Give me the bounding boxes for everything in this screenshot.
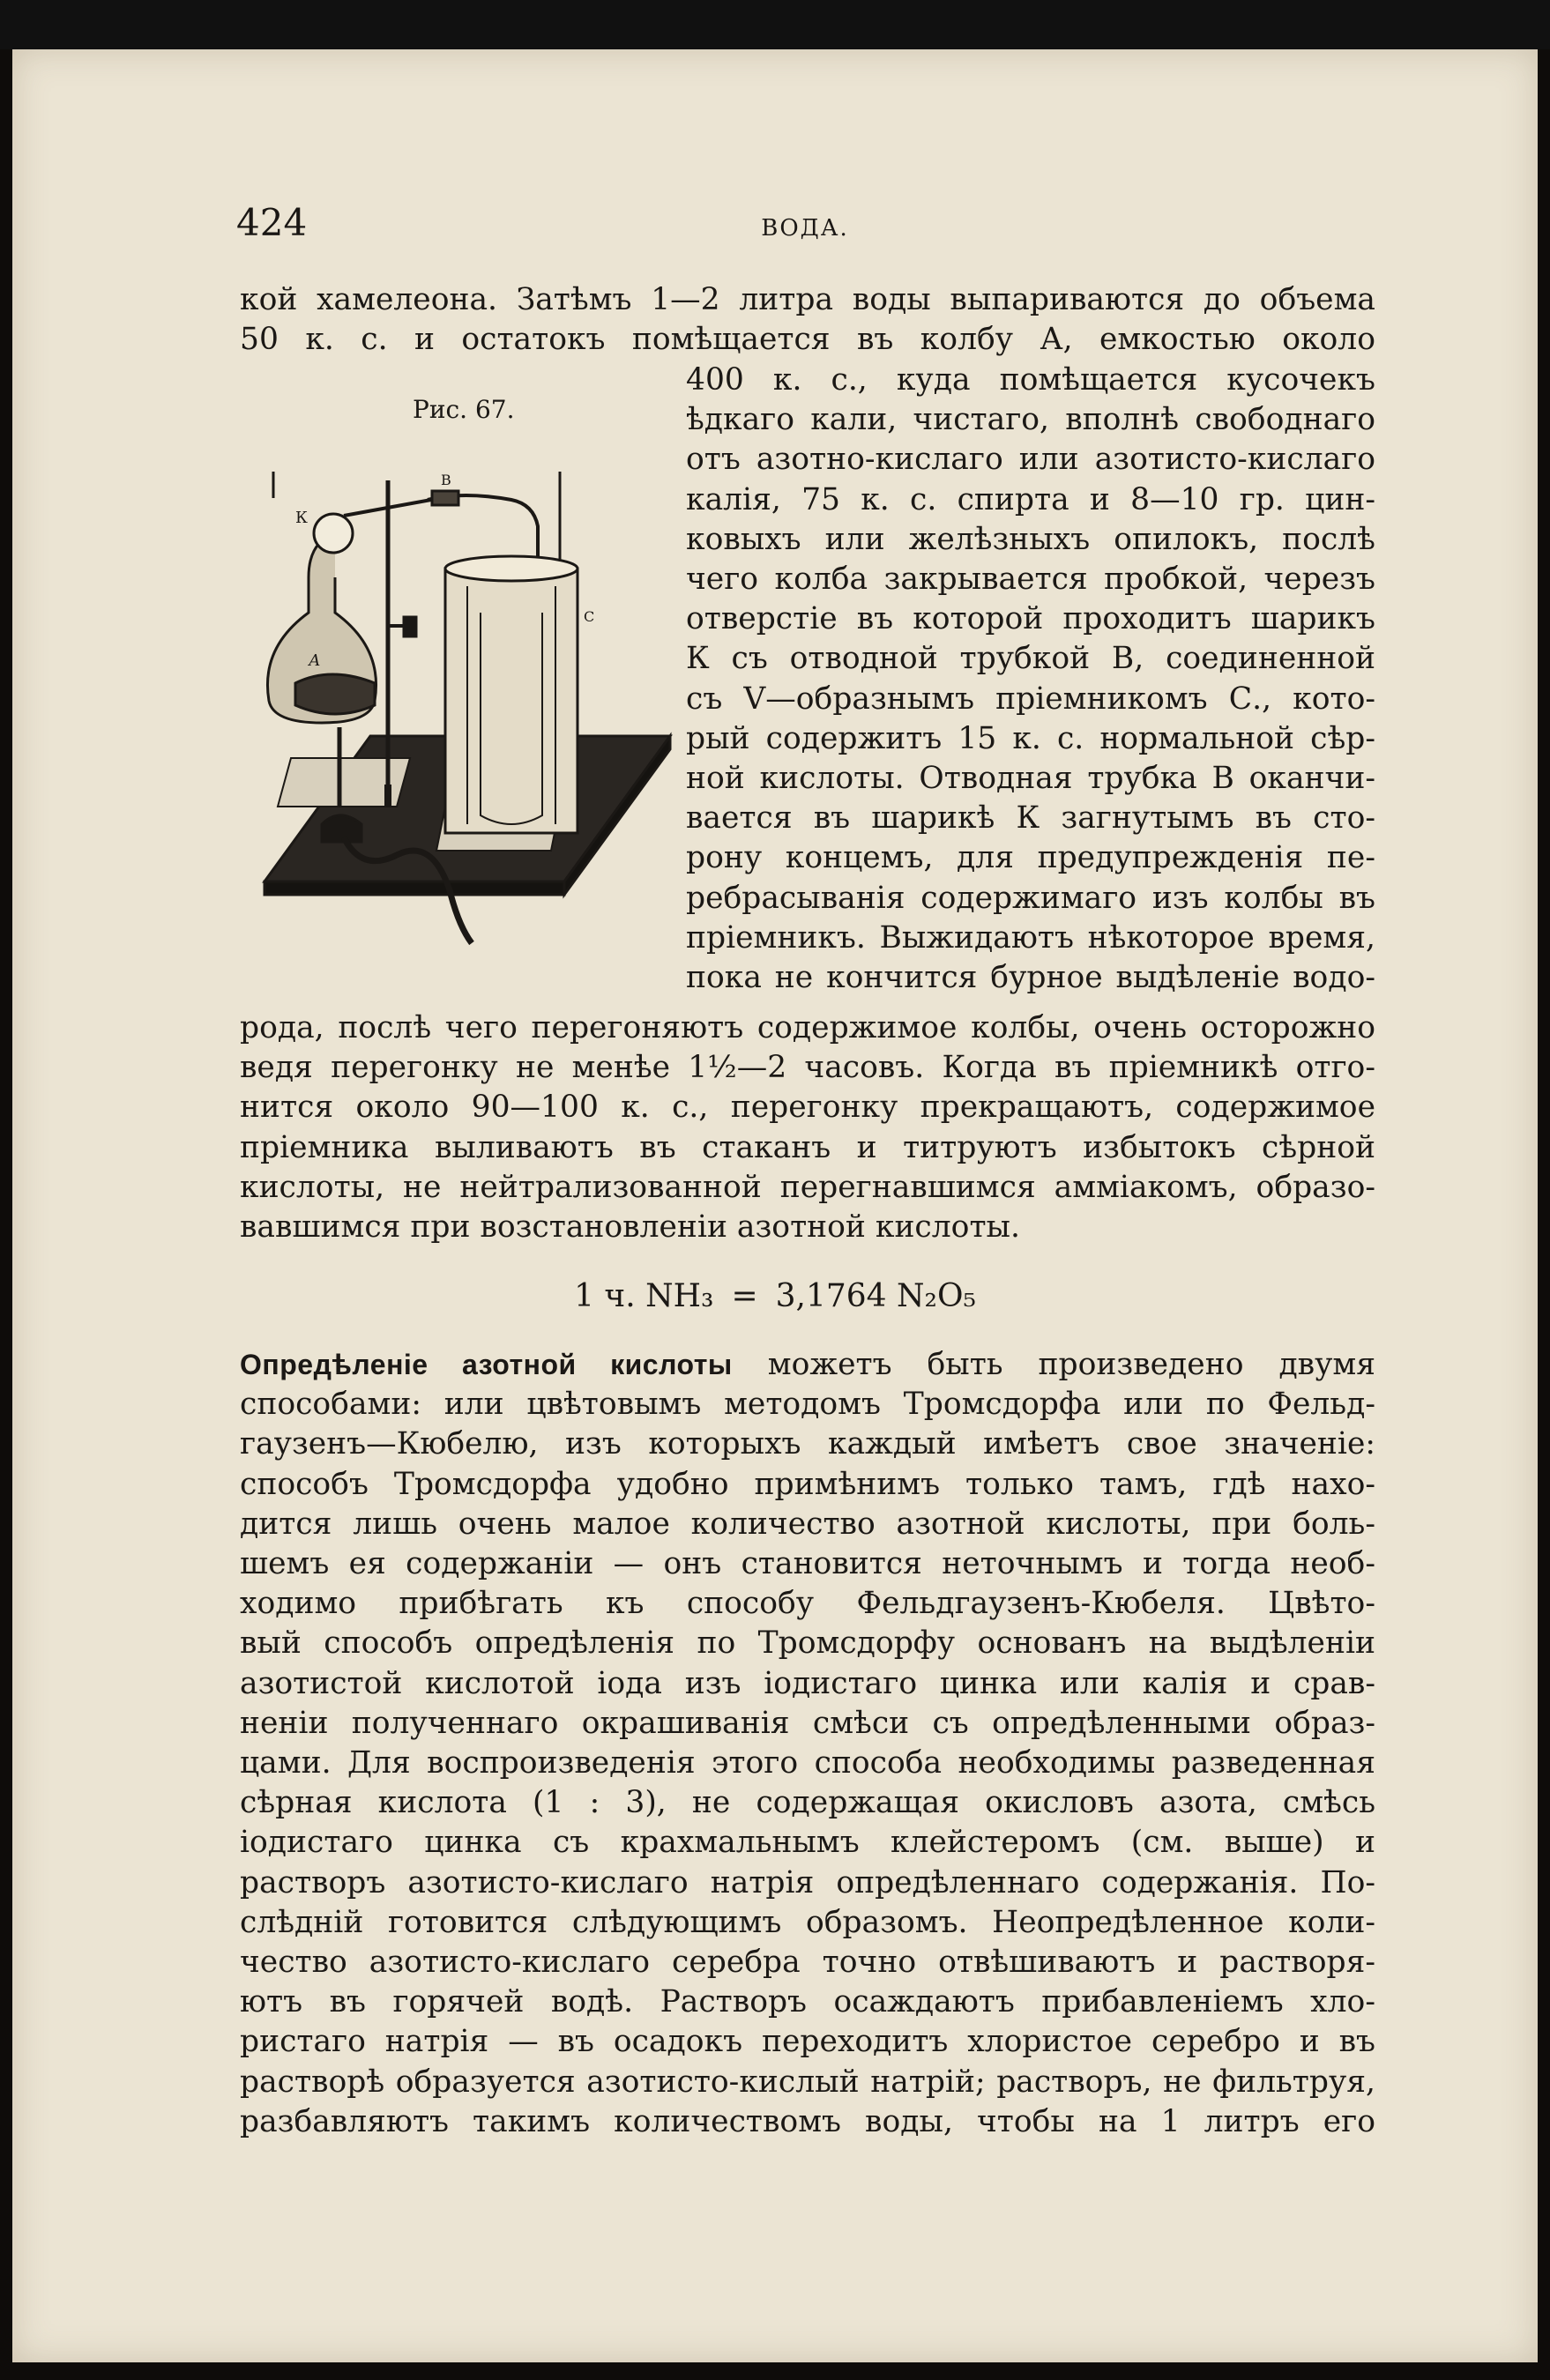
text-line: неніи полученнаго окрашиванія смѣси съ опредѣленными образ-	[240, 1705, 1375, 1741]
paragraph-top	[240, 280, 1375, 360]
text-line: іодистаго цинка съ крахмальнымъ клейстеромъ (см. выше) и	[240, 1825, 1375, 1861]
text-line: ѣдкаго кали, чистаго, вполнѣ свободнаго	[686, 402, 1375, 438]
text-line: отверстіе въ которой проходитъ шарикъ	[686, 601, 1375, 637]
text-line: отъ азотно-кислаго или азотисто-кислаго	[686, 442, 1375, 478]
paragraph-bottom	[240, 1008, 1375, 1247]
text-line: калія, 75 к. с. спирта и 8—10 гр. цин-	[686, 481, 1375, 517]
text-line: слѣдній готовится слѣдующимъ образомъ. Неопредѣленное коли-	[240, 1904, 1375, 1940]
text-line: 50 к. с. и остатокъ помѣщается въ колбу А, емкостью около	[240, 322, 1375, 358]
text-line: разбавляютъ такимъ количествомъ воды, чтобы на 1 литръ его	[240, 2103, 1375, 2139]
formula	[0, 1278, 1550, 1314]
text-line: пріемникъ. Выжидаютъ нѣкоторое время,	[686, 919, 1375, 956]
text-line: ной кислоты. Отводная трубка В оканчи-	[686, 761, 1375, 797]
text-line: пріемника выливаютъ въ стаканъ и титруютъ избытокъ сѣрной	[240, 1129, 1375, 1165]
text-line: нится около 90—100 к. с., перегонку прекращаютъ, содержимое	[240, 1090, 1375, 1126]
paragraph-method	[240, 1345, 1375, 2142]
scan-border-top	[0, 0, 1550, 49]
text-line: рый содержитъ 15 к. с. нормальной сѣр-	[686, 720, 1375, 756]
text-line: азотистой кислотой іода изъ іодистаго цинка или калія и срав-	[240, 1665, 1375, 1701]
text-line: ютъ въ горячей водѣ. Растворъ осаждаютъ прибавленіемъ хло-	[240, 1984, 1375, 2020]
text-line: ристаго натрія — въ осадокъ переходитъ хлористое серебро и въ	[240, 2024, 1375, 2060]
section-heading: Опредѣленіе азотной кислоты	[240, 1349, 733, 1380]
text-line: К съ отводной трубкой В, соединенной	[686, 641, 1375, 677]
text-line: дится лишь очень малое количество азотной кислоты, при боль-	[240, 1506, 1375, 1542]
page-number: 424	[236, 201, 308, 244]
running-head: ВОДА.	[761, 215, 849, 242]
text-line: ребрасыванія содержимаго изъ колбы въ	[686, 880, 1375, 916]
formula-equals: =	[731, 1278, 758, 1314]
text-line: чество азотисто-кислаго серебра точно отвѣшиваютъ и растворя-	[240, 1945, 1375, 1981]
text-line: рода, послѣ чего перегоняютъ содержимое колбы, очень осторожно	[240, 1010, 1375, 1045]
text-line: ковыхъ или желѣзныхъ опилокъ, послѣ	[686, 521, 1375, 557]
text-line: растворъ азотисто-кислаго натрія опредѣленнаго содержанія. По-	[240, 1864, 1375, 1900]
text-line: съ V—образнымъ пріемникомъ С., кото-	[686, 681, 1375, 717]
text-line: шемъ ея содержаніи — онъ становится неточнымъ и тогда необ-	[240, 1546, 1375, 1582]
text-line: пока не кончится бурное выдѣленіе водо-	[686, 960, 1375, 996]
figure-caption: Рис. 67.	[413, 395, 515, 424]
paragraph-side	[686, 361, 1375, 998]
figure-label-b: В	[441, 472, 451, 488]
text-line: растворѣ образуется азотисто-кислый натрій; растворъ, не фильтруя,	[240, 2064, 1375, 2100]
figure-label-a: А	[309, 651, 321, 670]
page-header	[236, 201, 1374, 254]
text-line: вый способъ опредѣленія по Тромсдорфу основанъ на выдѣленіи	[240, 1625, 1375, 1662]
text-line: чего колба закрывается пробкой, черезъ	[686, 562, 1375, 598]
formula-left: 1 ч. NH₃	[574, 1278, 714, 1314]
text-line: ведя перегонку не менѣе 1½—2 часовъ. Когда въ пріемникѣ отго-	[240, 1050, 1375, 1086]
text-line: цами. Для воспроизведенія этого способа необходимы разведенная	[240, 1745, 1375, 1781]
text-line: сѣрная кислота (1 : 3), не содержащая окисловъ азота, смѣсь	[240, 1785, 1375, 1821]
figure-label-c: С	[584, 608, 595, 625]
text-line: кислоты, не нейтрализованной перегнавшимся амміакомъ, образо-	[240, 1169, 1375, 1205]
text-line: вается въ шарикѣ К загнутымъ въ сто-	[686, 800, 1375, 837]
text-line: кой хамелеона. Затѣмъ 1—2 литра воды выпариваются до объема	[240, 282, 1375, 317]
apparatus-figure	[256, 392, 679, 956]
text-line: способъ Тромсдорфа удобно примѣнимъ только тамъ, гдѣ нахо-	[240, 1466, 1375, 1502]
text-line: гаузенъ—Кюбелю, изъ которыхъ каждый имѣетъ свое значеніе:	[240, 1426, 1375, 1462]
method-first-line	[240, 1345, 1375, 1385]
figure-label-k: К	[295, 509, 308, 527]
text-line: ходимо прибѣгать къ способу Фельдгаузенъ-Кюбеля. Цвѣто-	[240, 1586, 1375, 1622]
text-fragment: можетъ быть произведено двумя	[767, 1347, 1376, 1382]
text-line: рону концемъ, для предупрежденія пе-	[686, 840, 1375, 876]
text-line: 400 к. с., куда помѣщается кусочекъ	[686, 362, 1375, 398]
text-line: способами: или цвѣтовымъ методомъ Тромсдорфа или по Фельд-	[240, 1387, 1375, 1423]
text-line: вавшимся при возстановленіи азотной кислоты.	[240, 1209, 1020, 1246]
formula-right: 3,1764 N₂O₅	[775, 1278, 976, 1314]
